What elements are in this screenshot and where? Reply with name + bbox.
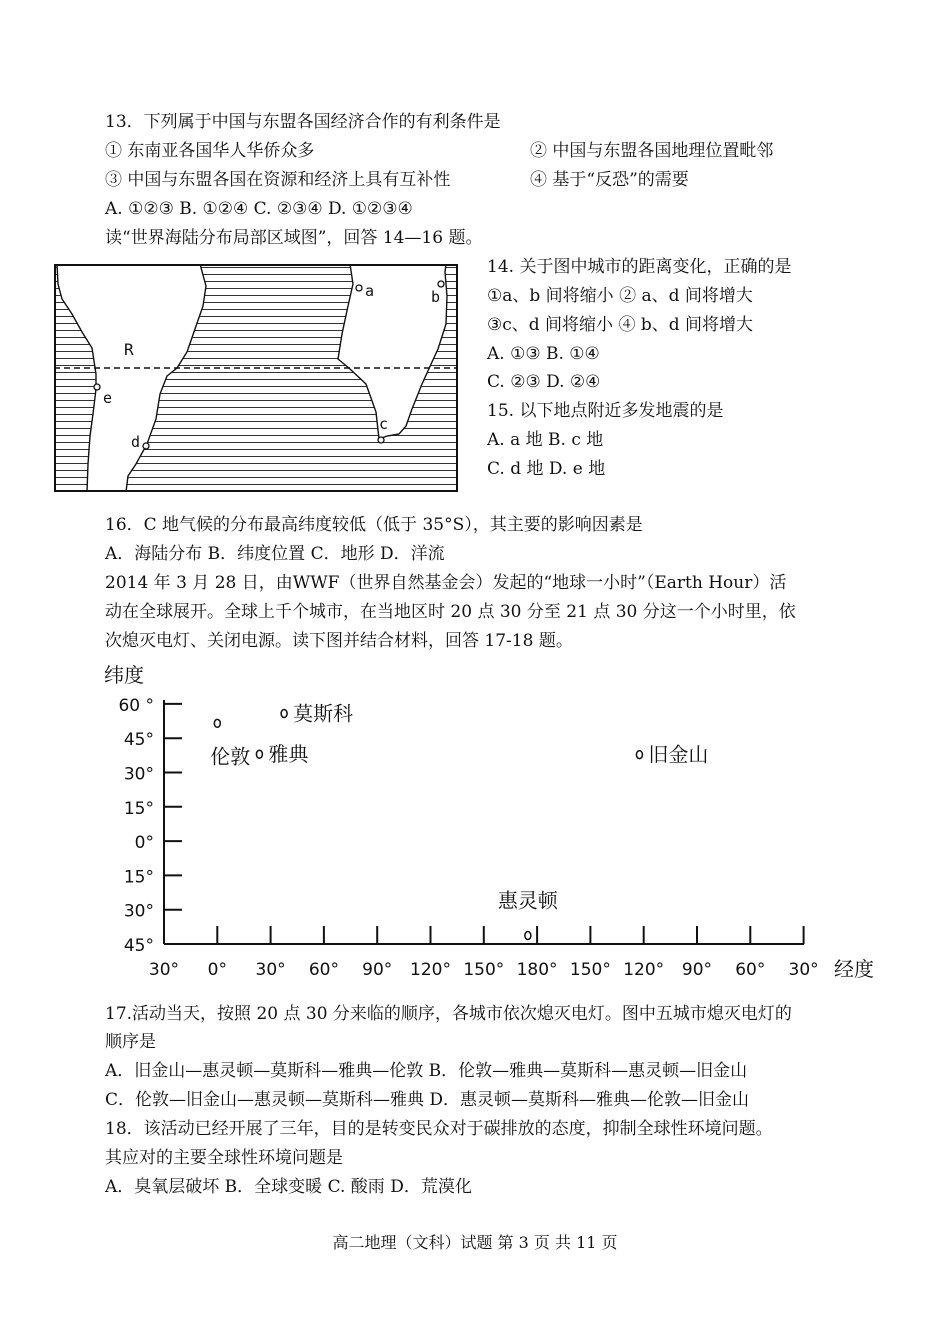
q14-row-3: A. ①③ B. ①④ xyxy=(487,344,600,364)
map-label-c: c xyxy=(379,415,389,433)
q14-stem: 14. 关于图中城市的距离变化，正确的是 xyxy=(487,257,792,277)
q13-options: A. ①②③ B. ①②④ C. ②③④ D. ①②③④ xyxy=(105,199,413,219)
city-marker xyxy=(281,710,287,718)
x-tick-label: 120° xyxy=(623,960,665,980)
q14-16-intro: 读“世界海陆分布局部区域图”，回答 14—16 题。 xyxy=(105,228,483,248)
q13-statement-4: ④ 基于“反恐”的需要 xyxy=(530,170,689,190)
q13-statement-3: ③ 中国与东盟各国在资源和经济上具有互补性 xyxy=(105,170,451,190)
map-label-a: a xyxy=(365,282,375,300)
y-tick-label: 0° xyxy=(134,833,154,854)
x-tick-label: 120° xyxy=(410,960,451,980)
q15-row-1: A. a 地 B. c 地 xyxy=(487,430,604,450)
city-marker xyxy=(525,932,531,940)
x-tick-label: 180° xyxy=(516,960,558,980)
map-label-R: R xyxy=(124,340,134,359)
x-tick-label: 30° xyxy=(788,960,819,980)
earthhour-line-2: 动在全球展开。全球上千个城市，在当地区时 20 点 30 分至 21 点 30 分这一个小时里，依 xyxy=(105,602,796,622)
y-tick-label: 60 ° xyxy=(118,695,154,716)
y-tick-label: 15° xyxy=(123,798,154,819)
x-tick-label: 60° xyxy=(308,960,339,980)
y-tick-label: 45° xyxy=(123,730,154,751)
city-label: 惠灵顿 xyxy=(497,888,558,913)
q15-stem: 15. 以下地点附近多发地震的是 xyxy=(487,401,724,421)
point-e-marker xyxy=(94,384,100,390)
q14-row-1: ①a、b 间将缩小 ② a、d 间将增大 xyxy=(487,286,753,306)
earthhour-line-3: 次熄灭电灯、关闭电源。读下图并结合材料，回答 17-18 题。 xyxy=(105,631,573,651)
chart-x-axis-title: 经度 xyxy=(834,957,874,981)
world-land-sea-map xyxy=(54,264,458,492)
point-c-marker xyxy=(378,437,384,443)
y-axis-ticks xyxy=(118,696,182,956)
chart-y-axis-title: 纬度 xyxy=(104,663,144,687)
point-d-marker xyxy=(143,443,149,449)
page-footer: 高二地理（文科）试题 第 3 页 共 11 页 xyxy=(332,1233,618,1252)
city-points xyxy=(210,702,708,940)
q13-statement-2: ② 中国与东盟各国地理位置毗邻 xyxy=(530,141,774,161)
city-marker xyxy=(636,751,642,759)
x-tick-label: 60° xyxy=(735,960,766,980)
x-tick-label: 150° xyxy=(463,960,505,980)
x-tick-label: 0° xyxy=(207,960,227,980)
q18-stem-line-1: 18．该活动已经开展了三年，目的是转变民众对于碳排放的态度，抑制全球性环境问题。 xyxy=(105,1119,773,1139)
q18-stem-line-2: 其应对的主要全球性环境问题是 xyxy=(105,1148,343,1168)
y-tick-label: 45° xyxy=(123,936,154,956)
q14-row-4: C. ②③ D. ②④ xyxy=(487,372,601,392)
sea-left xyxy=(54,264,96,492)
q16-stem: 16．C 地气候的分布最高纬度较低（低于 35°S），其主要的影响因素是 xyxy=(105,515,643,535)
q16-options: A．海陆分布 B．纬度位置 C．地形 D．洋流 xyxy=(105,544,445,564)
point-a-marker xyxy=(356,285,362,291)
q13-stem: 13．下列属于中国与东盟各国经济合作的有利条件是 xyxy=(105,112,501,132)
point-b-marker xyxy=(438,281,444,287)
q17-stem-line-1: 17.活动当天，按照 20 点 30 分来临的顺序，各城市依次熄灭电灯。图中五城市熄灭电灯的 xyxy=(105,1004,792,1024)
city-marker xyxy=(256,750,262,758)
x-axis-ticks xyxy=(149,926,819,980)
earthhour-line-1: 2014 年 3 月 28 日，由WWF（世界自然基金会）发起的“地球一小时”（Earth Hour）活 xyxy=(105,573,787,593)
q18-options: A．臭氧层破坏 B．全球变暖 C. 酸雨 D．荒漠化 xyxy=(105,1177,472,1197)
city-marker xyxy=(214,719,220,727)
x-tick-label: 90° xyxy=(681,960,713,980)
map-label-e: e xyxy=(103,389,113,407)
y-tick-label: 15° xyxy=(123,867,154,888)
q14-row-2: ③c、d 间将缩小 ④ b、d 间将增大 xyxy=(487,315,754,335)
q13-statement-1: ① 东南亚各国华人华侨众多 xyxy=(105,141,315,161)
x-tick-label: 30° xyxy=(148,960,180,980)
city-label: 旧金山 xyxy=(648,742,709,767)
x-tick-label: 150° xyxy=(569,960,611,980)
map-label-b: b xyxy=(431,288,441,306)
q17-options-cd: C．伦敦—旧金山—惠灵顿—莫斯科—雅典 D．惠灵顿—莫斯科—雅典—伦敦—旧金山 xyxy=(105,1090,750,1110)
city-coordinates-chart xyxy=(100,660,890,990)
y-tick-label: 30° xyxy=(123,901,154,922)
q17-options-ab: A．旧金山—惠灵顿—莫斯科—雅典—伦敦 B．伦敦—雅典—莫斯科—惠灵顿—旧金山 xyxy=(105,1061,748,1081)
sea-middle xyxy=(126,264,458,492)
city-label: 雅典 xyxy=(268,742,309,767)
city-label: 伦敦 xyxy=(210,744,251,769)
y-tick-label: 30° xyxy=(123,764,154,785)
map-label-d: d xyxy=(131,433,141,451)
x-tick-label: 90° xyxy=(362,960,393,980)
q17-stem-line-2: 顺序是 xyxy=(105,1032,156,1052)
city-label: 莫斯科 xyxy=(293,701,354,726)
q15-row-2: C. d 地 D. e 地 xyxy=(487,459,606,479)
x-tick-label: 30° xyxy=(255,960,286,980)
